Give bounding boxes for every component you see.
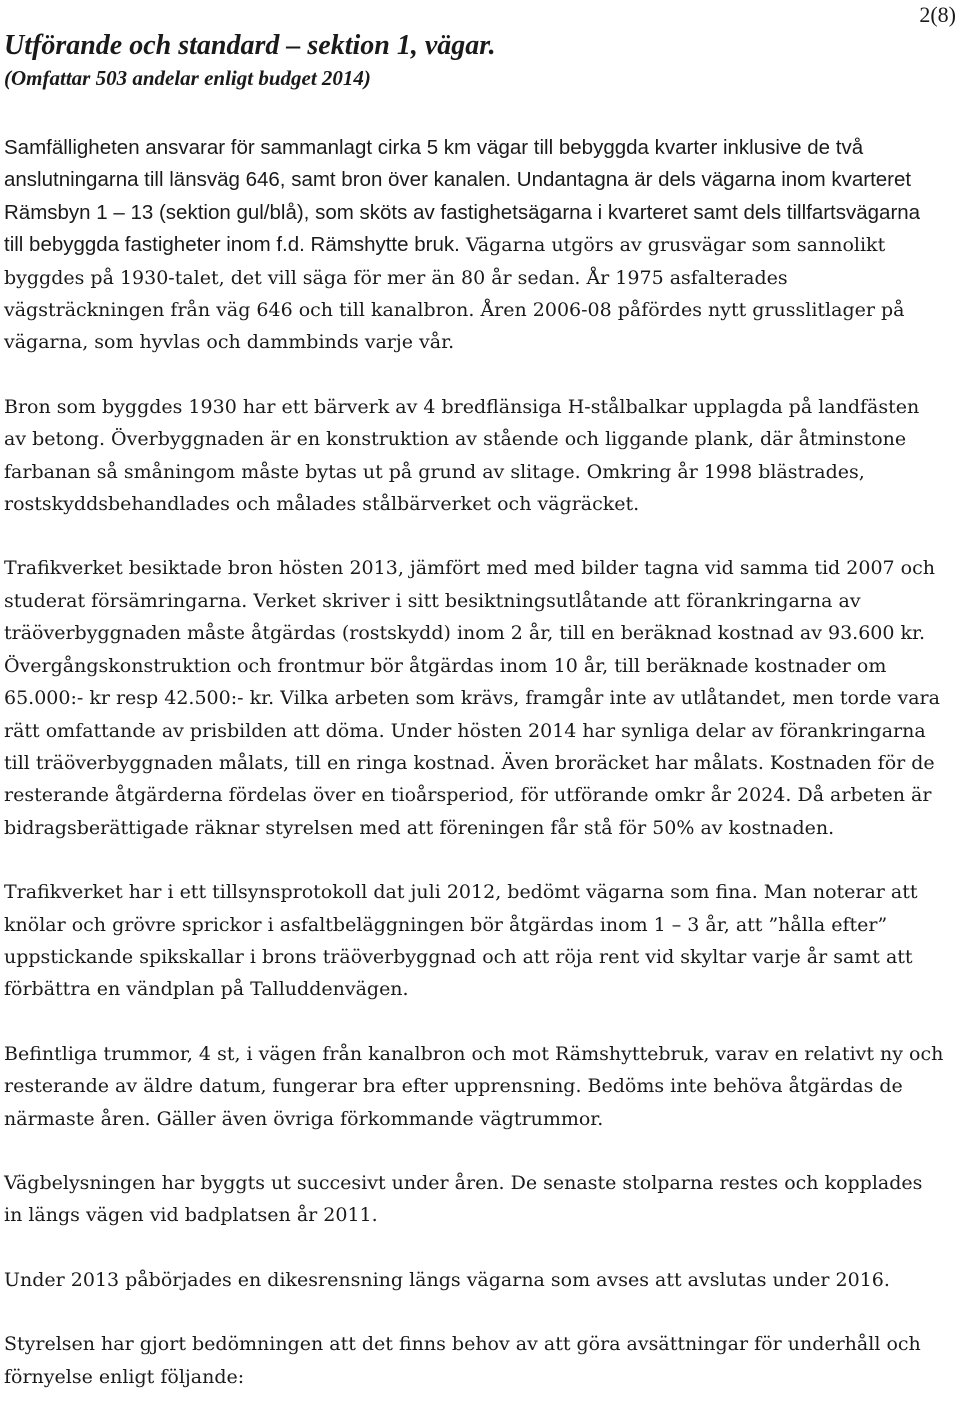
paragraph-ditching: Under 2013 påbörjades en dikesrensning längs vägarna som avses att avslutas under 2016. xyxy=(4,1268,890,1291)
paragraph-roads xyxy=(4,132,944,359)
paragraph-bridge: Bron som byggdes 1930 har ett bärverk av 4 bredflänsiga H-stålbalkar upplagda på landfästen av betong. Överbyggnaden är en konstruktion av stående och liggande plank, där åtminstone farbanan så småningom måste bytas ut på grund av slitage. Omkring år 1998 blästrades, rostskyddsbehandlades och målades stålbärverket och vägräcket. xyxy=(4,395,920,516)
page-title: Utförande och standard – sektion 1, vägar. xyxy=(4,30,496,61)
page-subtitle: (Omfattar 503 andelar enligt budget 2014) xyxy=(4,66,371,90)
page-number: 2(8) xyxy=(919,2,956,27)
paragraph-board-assessment: Styrelsen har gjort bedömningen att det finns behov av att göra avsättningar för underhåll och förnyelse enligt följande: xyxy=(4,1333,921,1388)
document-body xyxy=(4,132,944,1425)
paragraph-roads-serif-part: Vägarna utgörs av grusvägar som sannolikt byggdes på 1930-talet, det vill säga för mer än 80 år sedan. År 1975 asfalterades vägsträckningen från väg 646 och till kanalbron. Åren 2006-08 påfördes nytt grusslitlager på vägarna, som hyvlas och dammbinds varje vår. xyxy=(4,234,905,354)
paragraph-culverts: Befintliga trummor, 4 st, i vägen från kanalbron och mot Rämshyttebruk, varav en relativt ny och resterande av äldre datum, fungerar bra efter upprensning. Bedöms inte behöva åtgärdas de närmaste åren. Gäller även övriga förkommande vägtrummor. xyxy=(4,1042,944,1130)
paragraph-roads-sans-part: Samfälligheten ansvarar för sammanlagt cirka 5 km vägar till bebyggda kvarter inklusive de två anslutningarna till länsväg 646, samt bron över kanalen. Undantagna är dels vägarna inom kvarteret Rämsbyn 1 – 13 (sektion gul/blå), som sköts av fastighetsägarna i kvarteret samt dels tillfartsvägarna till bebyggda fastigheter inom f.d. Rämshytte bruk. xyxy=(4,136,921,257)
paragraph-inspection: Trafikverket besiktade bron hösten 2013, jämfört med med bilder tagna vid samma tid 2007 och studerat försämringarna. Verket skriver i sitt besiktningsutlåtande att förankringarna av träöverbyggnaden måste åtgärdas (rostskydd) inom 2 år, till en beräknad kostnad av 93.600 kr. Övergångskonstruktion och frontmur bör åtgärdas inom 10 år, till beräknade kostnader om 65.000:- kr resp 42.500:- kr. Vilka arbeten som krävs, framgår inte av utlåtandet, men torde vara rätt omfattande av prisbilden att döma. Under hösten 2014 har synliga delar av förankringarna till träöverbyggnaden målats, till en ringa kostnad. Även broräcket har målats. Kostnaden för de resterande åtgärderna fördelas över en tioårsperiod, för utförande omkr år 2024. Då arbeten är bidragsberättigade räknar styrelsen med att föreningen får stå för 50% av kostnaden. xyxy=(4,557,940,839)
paragraph-supervision: Trafikverket har i ett tillsynsprotokoll dat juli 2012, bedömt vägarna som fina. Man noterar att knölar och grövre sprickor i asfaltbeläggningen bör åtgärdas inom 1 – 3 år, att ”hålla efter” uppstickande spikskallar i brons träöverbyggnad och att röja rent vid skyltar varje år samt att förbättra en vändplan på Talluddenvägen. xyxy=(4,881,918,1001)
paragraph-lighting: Vägbelysningen har byggts ut succesivt under åren. De senaste stolparna restes och kopplades in längs vägen vid badplatsen år 2011. xyxy=(4,1171,923,1227)
